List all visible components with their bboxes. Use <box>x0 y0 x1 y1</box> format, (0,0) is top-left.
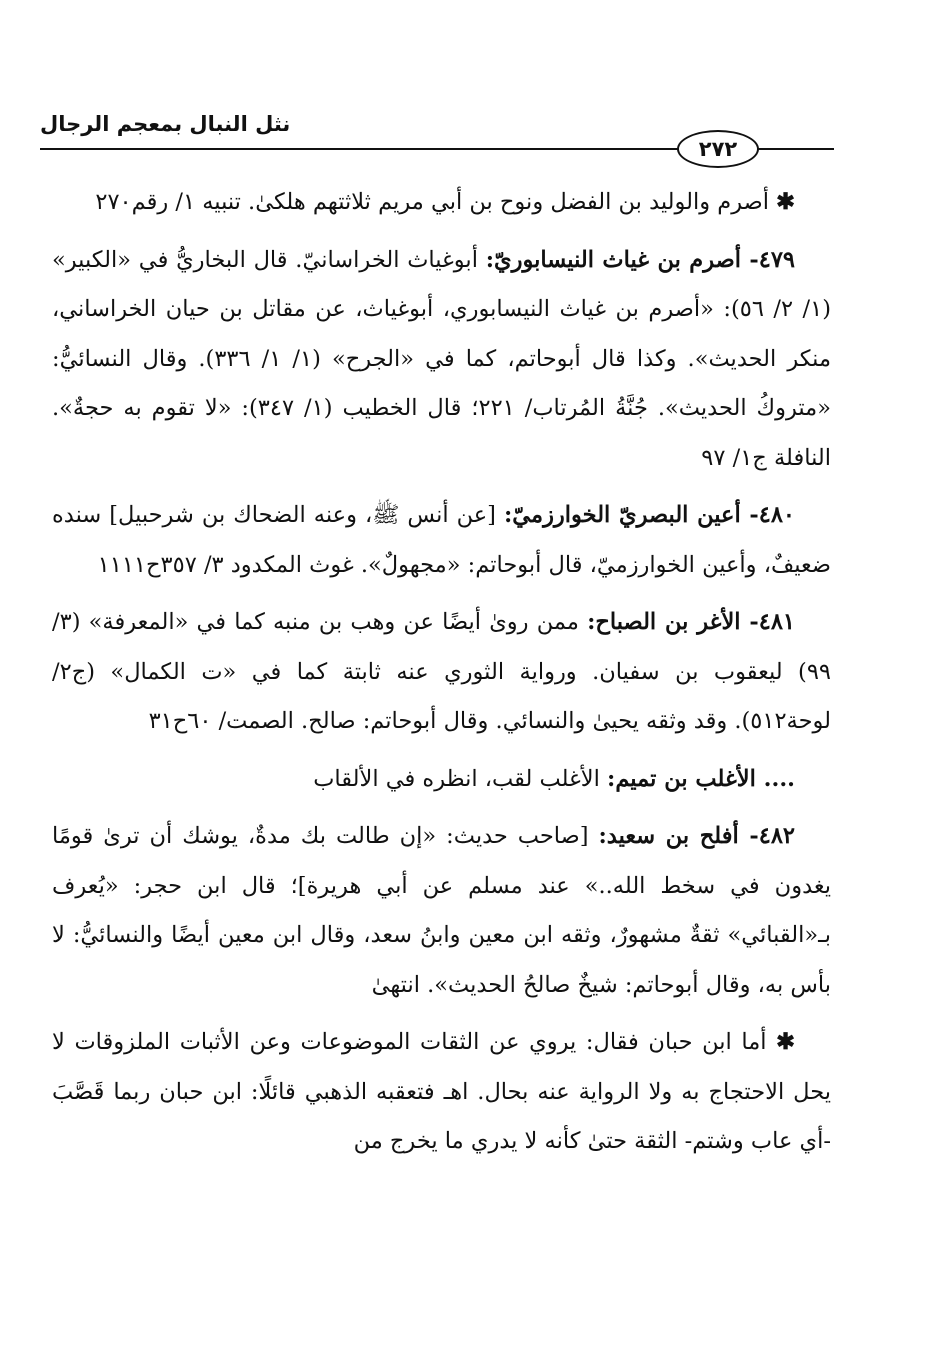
entry-name: الأغلب بن تميم: <box>607 765 756 792</box>
entry-number: ٤٨٢- <box>738 823 796 849</box>
star-marker: ✱ <box>776 1029 795 1055</box>
star-marker: ✱ <box>776 189 795 215</box>
entry-dots: .... <box>755 765 795 792</box>
running-title: نثل النبال بمعجم الرجال <box>40 112 291 136</box>
page-header <box>40 112 834 161</box>
entry-text: أبوغياث الخراسانيّ. قال البخاريُّ في «الكبير» (١/ ٢/ ٥٦): «أصرم بن غياث النيسابوري، أبوغياث، عن مقاتل بن حيان الخراساني، منكر الحديث». وكذا قال أبوحاتم، كما في «الجرح» (١/ ١/ ٣٣٦). وقال النسائيُّ: «متروكُ الحديث». جُنَّةُ المُرتاب/ ٢٢١؛ قال الخطيب (١/ ٣٤٧): «لا تقوم به حجةٌ». النافلة ج١/ ٩٧ <box>52 246 832 471</box>
entry-text: ممن روىٰ أيضًا عن وهب بن منبه كما في «المعرفة» (٣/ ٩٩) ليعقوب بن سفيان. ورواية الثوري عنه ثابتة كما في «ت الكمال» (ج٢/ لوحة٥١٢). وقد وثقه يحيىٰ والنسائي. وقال أبوحاتم: صالح. الصمت/ ٦٠ح٣١ <box>52 609 831 734</box>
page-number: ٢٧٢ <box>677 130 759 168</box>
entry-number: ٤٨٠- <box>740 502 796 528</box>
entry-text: الأغلب لقب، انظره في الألقاب <box>313 765 608 792</box>
entry-name: أفلح بن سعيد: <box>598 823 739 849</box>
entry-text: [عن أنس ﷺ، وعنه الضحاك بن شرحبيل] سنده ضعيفٌ، وأعين الخوارزميّ، قال أبوحاتم: «مجهولٌ». غوث المكدود ٣/ ٣٥٧ح١١١١ <box>52 502 831 578</box>
entry-482 <box>52 812 831 1010</box>
entry-text: [صاحب حديث: «إن طالت بك مدةٌ، يوشك أن ترىٰ قومًا يغدون في سخط الله..» عند مسلم عن أبي هريرة]؛ قال ابن حجر: «يُعرف بـ«القبائي» ثقةٌ مشهورٌ، وثقه ابن معين وابنُ سعد، وقال ابن معين أيضًا والنسائيُّ: لا بأس به، وقال أبوحاتم: شيخٌ صالحُ الحديث». انتهىٰ <box>52 823 831 998</box>
paragraph-text: أما ابن حبان فقال: يروي عن الثقات الموضوعات وعن الأثبات الملزوقات لا يحل الاحتجاج به ولا الرواية عنه بحال. اهـ فتعقبه الذهبي قائلًا: ابن حبان ربما قَصَّبَ -أي عاب وشتم- الثقة حتىٰ كأنه لا يدري ما يخرج من <box>52 1029 831 1154</box>
entry-name: أعين البصريّ الخوارزميّ: <box>503 502 741 528</box>
body-text <box>52 178 831 1175</box>
entry-name: الأغر بن الصباح: <box>587 609 741 635</box>
entry-480 <box>52 491 831 590</box>
paragraph-text: أصرم والوليد بن الفضل ونوح بن أبي مريم ثلاثتهم هلكىٰ. تنبيه ١/ رقم٢٧٠ <box>95 189 777 215</box>
cross-reference-line <box>52 755 831 805</box>
entry-number: ٤٨١- <box>740 609 796 635</box>
entry-name: أصرم بن غياث النيسابوريّ: <box>485 246 741 273</box>
entry-481 <box>52 598 831 747</box>
paragraph-continuation <box>52 178 831 228</box>
entry-479 <box>52 236 831 484</box>
entry-number: ٤٧٩- <box>740 246 796 273</box>
paragraph-note <box>52 1018 831 1167</box>
